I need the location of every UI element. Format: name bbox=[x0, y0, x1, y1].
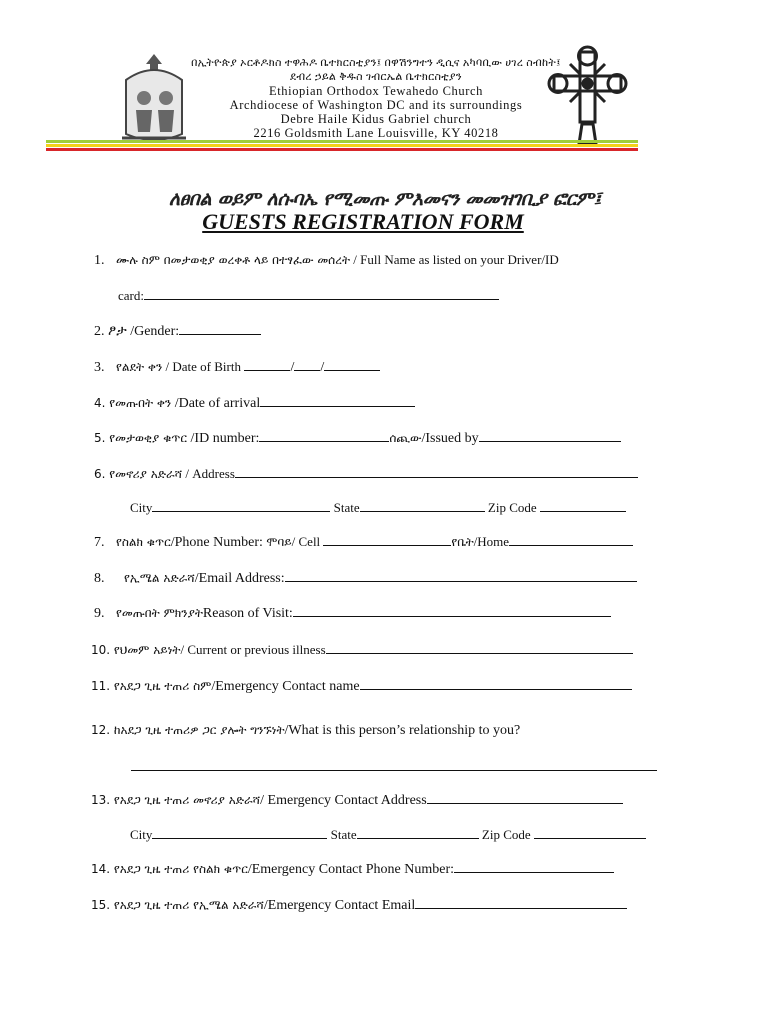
field-5-label-amharic: 5. የመታወቂያ ቁጥር bbox=[94, 431, 188, 445]
field-1-full-name bbox=[94, 252, 559, 269]
birth-month-input[interactable] bbox=[244, 358, 290, 371]
field-2-gender bbox=[94, 322, 261, 340]
email-input[interactable] bbox=[285, 569, 637, 582]
flag-stripe-green bbox=[46, 140, 638, 143]
field-8-label-english: /Email Address: bbox=[194, 571, 285, 586]
field-7-number: 7. bbox=[94, 535, 105, 550]
field-4-label-english: /Date of arrival bbox=[171, 396, 261, 411]
field-3-label-amharic: የልደት ቀን bbox=[116, 360, 163, 374]
field-14-emergency-phone bbox=[91, 860, 614, 878]
emergency-email-input[interactable] bbox=[415, 896, 627, 909]
field-1-number: 1. bbox=[94, 253, 105, 268]
reason-input[interactable] bbox=[293, 604, 611, 617]
field-15-label-amharic: 15. የአደጋ ጊዜ ተጠሪ የኢሜል አድራሻ bbox=[91, 898, 264, 912]
field-6-address bbox=[94, 465, 638, 483]
field-10-illness bbox=[91, 641, 633, 659]
field-11-label-amharic: 11. የአደጋ ጊዜ ተጠሪ ስም bbox=[91, 679, 212, 693]
letterhead-text bbox=[156, 56, 596, 140]
emergency-state-label: State bbox=[327, 827, 357, 842]
emergency-phone-input[interactable] bbox=[454, 860, 614, 873]
form-title-english: GUESTS REGISTRATION FORM bbox=[202, 209, 524, 234]
field-14-label-amharic: 14. የአደጋ ጊዜ ተጠሪ የስልክ ቁጥር bbox=[91, 862, 248, 876]
field-6-label-english: / Address bbox=[182, 466, 235, 481]
form-title-amharic: ለፀበል ወይም ለሱባኤ የሚመጡ ምእመናን መመዝገቢያ ፎርም፤ bbox=[168, 188, 602, 210]
field-5-label-english: /ID number: bbox=[187, 431, 260, 446]
field-15-label-english: /Emergency Contact Email bbox=[263, 898, 416, 913]
address-input[interactable] bbox=[235, 465, 638, 478]
field-1-card-label: card: bbox=[118, 288, 144, 303]
issued-by-input[interactable] bbox=[479, 429, 621, 442]
field-3-date-of-birth: 3. የልደት ቀን / Date of Birth / / bbox=[94, 358, 380, 376]
field-1-label-english: / Full Name as listed on your Driver/ID bbox=[350, 252, 559, 267]
letterhead-amharic-line-2: ደብረ ኃይል ቅዱስ ገብርኤል ቤተክርስቲያን bbox=[290, 71, 462, 83]
emergency-state-input[interactable] bbox=[357, 826, 479, 839]
letterhead-amharic-line-1: በኢትዮጵያ ኦርቶዶክስ ተዋሕዶ ቤተክርስቲያን፤ በዋሽንግተን ዲሲና አካባቢው ሀገረ ስብከት፤ bbox=[191, 57, 561, 69]
field-9-label-english: Reason of Visit: bbox=[202, 606, 293, 621]
issued-by-label-amharic: ሰጪው bbox=[389, 431, 422, 445]
emergency-city-label: City bbox=[130, 827, 153, 842]
church-name: Ethiopian Orthodox Tewahedo Church bbox=[268, 84, 484, 98]
city-input[interactable] bbox=[152, 499, 330, 512]
cell-label-amharic: ሞባይ bbox=[266, 535, 292, 549]
field-8-email bbox=[94, 569, 637, 587]
gender-input[interactable] bbox=[179, 322, 261, 335]
field-7-label-english: /Phone Number: bbox=[170, 535, 267, 550]
field-13-label-english: / Emergency Contact Address bbox=[260, 793, 427, 808]
birth-year-input[interactable] bbox=[324, 358, 380, 371]
field-7-label-amharic: የስልክ ቁጥር bbox=[116, 535, 171, 549]
archdiocese-name: Archdiocese of Washington DC and its surroundings bbox=[229, 98, 523, 112]
field-6-label-amharic: 6. የመኖሪያ አድራሻ bbox=[94, 467, 183, 481]
field-2-label: 2. ፆታ /Gender: bbox=[94, 324, 180, 339]
ethiopian-cross-icon bbox=[540, 44, 635, 148]
id-number-input[interactable] bbox=[259, 429, 389, 442]
field-4-label-amharic: 4. የመጡበት ቀን bbox=[94, 396, 172, 410]
home-label-amharic: የቤት bbox=[451, 535, 474, 549]
cell-phone-input[interactable] bbox=[323, 533, 451, 546]
field-12-relationship bbox=[91, 722, 520, 739]
letterhead bbox=[112, 44, 648, 154]
field-15-emergency-email bbox=[91, 896, 627, 914]
cell-label: / Cell bbox=[291, 534, 324, 549]
arrival-date-input[interactable] bbox=[260, 394, 415, 407]
emergency-zip-input[interactable] bbox=[534, 826, 646, 839]
field-5-id-number bbox=[94, 429, 621, 447]
field-11-label-english: /Emergency Contact name bbox=[211, 679, 360, 694]
field-13-city-state-zip bbox=[130, 826, 646, 843]
flag-stripe-red bbox=[46, 148, 638, 151]
field-7-phone bbox=[94, 533, 633, 551]
birth-day-input[interactable] bbox=[294, 358, 320, 371]
field-4-arrival-date bbox=[94, 394, 415, 412]
field-12-label-amharic: 12. ከአደጋ ጊዜ ተጠሪዎ ጋር ያሎት ግንኙነት bbox=[91, 723, 285, 737]
zip-input[interactable] bbox=[540, 499, 626, 512]
state-input[interactable] bbox=[360, 499, 485, 512]
home-phone-input[interactable] bbox=[509, 533, 633, 546]
field-3-number: 3. bbox=[94, 360, 105, 375]
field-13-emergency-address bbox=[91, 791, 623, 809]
field-12-label-english: /What is this person’s relationship to you? bbox=[284, 723, 521, 738]
church-address: 2216 Goldsmith Lane Louisville, KY 40218 bbox=[253, 126, 499, 140]
issued-by-label-english: /Issued by bbox=[421, 431, 479, 446]
parish-name: Debre Haile Kidus Gabriel church bbox=[280, 112, 472, 126]
home-label: /Home bbox=[473, 534, 510, 549]
emergency-address-input[interactable] bbox=[427, 791, 623, 804]
field-3-label-english: / Date of Birth bbox=[162, 359, 241, 374]
field-10-label-amharic: 10. የህመም አይነት bbox=[91, 643, 181, 657]
field-9-number: 9. bbox=[94, 606, 105, 621]
emergency-zip-label: Zip Code bbox=[478, 827, 534, 842]
flag-stripe-yellow bbox=[46, 144, 638, 147]
zip-label: Zip Code bbox=[484, 500, 540, 515]
city-label: City bbox=[130, 500, 153, 515]
field-12-answer bbox=[131, 758, 657, 776]
field-8-label-amharic: የኢሜል አድራሻ bbox=[124, 571, 195, 585]
illness-input[interactable] bbox=[326, 641, 633, 654]
emergency-name-input[interactable] bbox=[360, 677, 632, 690]
field-11-emergency-name bbox=[91, 677, 632, 695]
field-9-reason bbox=[94, 604, 611, 622]
field-6-city-state-zip bbox=[130, 499, 626, 516]
emergency-city-input[interactable] bbox=[152, 826, 327, 839]
field-1-continuation bbox=[118, 287, 499, 305]
field-1-label-amharic: ሙሉ ስም በመታወቂያ ወረቀቶ ላይ በተፃፈው መሰረት bbox=[116, 253, 351, 267]
field-9-label-amharic: የመጡበት ምክንያት bbox=[116, 606, 203, 620]
field-14-label-english: /Emergency Contact Phone Number: bbox=[247, 862, 455, 877]
state-label: State bbox=[330, 500, 360, 515]
field-13-label-amharic: 13. የአደጋ ጊዜ ተጠሪ መኖሪያ አድራሻ bbox=[91, 793, 261, 807]
relationship-input[interactable] bbox=[131, 758, 657, 771]
field-10-label-english: / Current or previous illness bbox=[180, 642, 326, 657]
field-8-number: 8. bbox=[94, 571, 105, 586]
full-name-input[interactable] bbox=[144, 287, 499, 300]
